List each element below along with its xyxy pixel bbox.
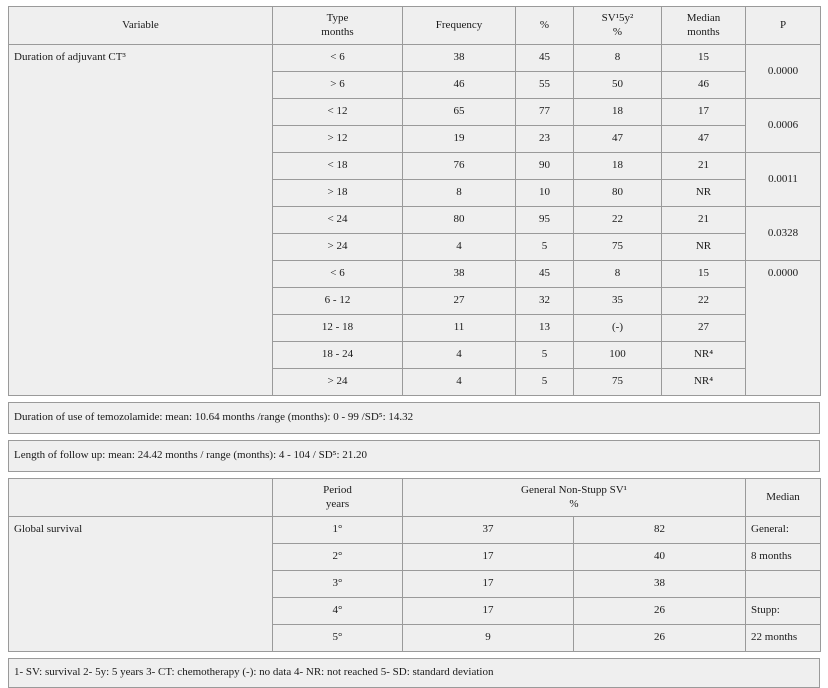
- section-label-global-survival: Global survival: [9, 517, 273, 652]
- header-sv5y-line2: %: [612, 25, 623, 38]
- table-row: [9, 517, 821, 544]
- cell-frequency: 4: [403, 234, 516, 261]
- footnote-text: 1- SV: survival 2- 5y: 5 years 3- CT: chemotherapy (-): no data 4- NR: not reached 5- SD: standard deviation: [9, 659, 820, 688]
- cell-median: NR⁴: [662, 342, 746, 369]
- note-row-temozolamide: [9, 403, 820, 434]
- cell-type: > 12: [273, 126, 403, 153]
- cell-type: < 6: [273, 45, 403, 72]
- cell-sv5y: 75: [574, 234, 662, 261]
- header-variable: Variable: [9, 7, 273, 45]
- cell-median: 21: [662, 207, 746, 234]
- cell-type: 18 - 24: [273, 342, 403, 369]
- cell-sv5y: 100: [574, 342, 662, 369]
- cell-stupp-sv: 26: [574, 625, 746, 652]
- cell-frequency: 80: [403, 207, 516, 234]
- cell-type: 6 - 12: [273, 288, 403, 315]
- header-median: [662, 7, 746, 45]
- cell-sv5y: (-): [574, 315, 662, 342]
- cell-median: 15: [662, 261, 746, 288]
- footnote-row: [9, 659, 820, 688]
- main-results-table: [8, 6, 821, 396]
- header-percent: %: [516, 7, 574, 45]
- survival-header-general: [403, 479, 746, 517]
- header-type-line2: months: [321, 25, 354, 38]
- cell-sv5y: 8: [574, 261, 662, 288]
- cell-median: NR⁴: [662, 369, 746, 396]
- cell-period: 5°: [273, 625, 403, 652]
- cell-percent: 23: [516, 126, 574, 153]
- cell-p: 0.0000: [746, 261, 821, 396]
- cell-median: NR: [662, 180, 746, 207]
- survival-header-period-line1: Period: [323, 483, 352, 496]
- cell-period: 2°: [273, 544, 403, 571]
- cell-general-sv: 17: [403, 571, 574, 598]
- table-row: [9, 45, 821, 72]
- cell-sv5y: 18: [574, 99, 662, 126]
- cell-stupp-sv: 82: [574, 517, 746, 544]
- header-type: [273, 7, 403, 45]
- cell-frequency: 4: [403, 369, 516, 396]
- cell-sv5y: 50: [574, 72, 662, 99]
- cell-period: 1°: [273, 517, 403, 544]
- cell-frequency: 46: [403, 72, 516, 99]
- cell-general-sv: 17: [403, 598, 574, 625]
- header-median-line2: months: [687, 25, 720, 38]
- cell-type: > 24: [273, 369, 403, 396]
- notes-table-2: [8, 440, 820, 472]
- cell-sv5y: 22: [574, 207, 662, 234]
- cell-percent: 55: [516, 72, 574, 99]
- cell-type: > 18: [273, 180, 403, 207]
- cell-stupp-sv: 26: [574, 598, 746, 625]
- cell-percent: 45: [516, 45, 574, 72]
- cell-period: 4°: [273, 598, 403, 625]
- cell-p: 0.0328: [746, 207, 821, 261]
- cell-frequency: 11: [403, 315, 516, 342]
- table-header-row: [9, 7, 821, 45]
- footnote-table: [8, 658, 820, 688]
- cell-median: 46: [662, 72, 746, 99]
- cell-median: 21: [662, 153, 746, 180]
- cell-type: < 12: [273, 99, 403, 126]
- cell-stupp-sv: 40: [574, 544, 746, 571]
- cell-median-note: 8 months: [746, 544, 821, 571]
- cell-percent: 45: [516, 261, 574, 288]
- cell-sv5y: 18: [574, 153, 662, 180]
- survival-header-period-line2: years: [325, 497, 350, 510]
- survival-header-general-line2: %: [569, 497, 579, 510]
- header-type-line1: Type: [326, 11, 349, 24]
- cell-frequency: 19: [403, 126, 516, 153]
- cell-median-note: 22 months: [746, 625, 821, 652]
- cell-frequency: 76: [403, 153, 516, 180]
- cell-median-note: [746, 571, 821, 598]
- cell-period: 3°: [273, 571, 403, 598]
- cell-general-sv: 37: [403, 517, 574, 544]
- cell-percent: 5: [516, 369, 574, 396]
- cell-general-sv: 9: [403, 625, 574, 652]
- cell-percent: 5: [516, 234, 574, 261]
- cell-sv5y: 80: [574, 180, 662, 207]
- cell-median: 17: [662, 99, 746, 126]
- cell-sv5y: 47: [574, 126, 662, 153]
- header-sv5y-line1: SV¹5y²: [601, 11, 634, 24]
- header-frequency: Frequency: [403, 7, 516, 45]
- survival-header-general-line1: General Non-Stupp SV¹: [521, 483, 627, 496]
- survival-header-blank: [9, 479, 273, 517]
- cell-general-sv: 17: [403, 544, 574, 571]
- cell-median: 22: [662, 288, 746, 315]
- cell-median: NR: [662, 234, 746, 261]
- survival-header-median: Median: [746, 479, 821, 517]
- cell-percent: 13: [516, 315, 574, 342]
- note-temozolamide: Duration of use of temozolamide: mean: 10.64 months /range (months): 0 - 99 /SD⁵: 14.32: [9, 403, 820, 434]
- cell-median: 47: [662, 126, 746, 153]
- cell-percent: 32: [516, 288, 574, 315]
- cell-median-note: Stupp:: [746, 598, 821, 625]
- cell-frequency: 65: [403, 99, 516, 126]
- cell-frequency: 4: [403, 342, 516, 369]
- cell-type: < 6: [273, 261, 403, 288]
- cell-p: 0.0006: [746, 99, 821, 153]
- cell-median-note: General:: [746, 517, 821, 544]
- cell-frequency: 27: [403, 288, 516, 315]
- header-sv5y: [574, 7, 662, 45]
- global-survival-table: [8, 478, 821, 652]
- cell-percent: 10: [516, 180, 574, 207]
- cell-p: 0.0000: [746, 45, 821, 99]
- cell-stupp-sv: 38: [574, 571, 746, 598]
- cell-sv5y: 35: [574, 288, 662, 315]
- cell-sv5y: 75: [574, 369, 662, 396]
- cell-percent: 5: [516, 342, 574, 369]
- cell-frequency: 38: [403, 45, 516, 72]
- cell-percent: 77: [516, 99, 574, 126]
- cell-type: > 24: [273, 234, 403, 261]
- cell-type: < 24: [273, 207, 403, 234]
- cell-type: 12 - 18: [273, 315, 403, 342]
- cell-median: 15: [662, 45, 746, 72]
- survival-header-row: [9, 479, 821, 517]
- section-label-duration-adjuvant-ct: Duration of adjuvant CT³: [9, 45, 273, 396]
- cell-type: < 18: [273, 153, 403, 180]
- header-median-line1: Median: [686, 11, 721, 24]
- survival-header-period: [273, 479, 403, 517]
- cell-frequency: 38: [403, 261, 516, 288]
- header-p: P: [746, 7, 821, 45]
- note-followup: Length of follow up: mean: 24.42 months / range (months): 4 - 104 / SD⁵: 21.20: [9, 441, 820, 472]
- note-row-followup: [9, 441, 820, 472]
- cell-median: 27: [662, 315, 746, 342]
- cell-percent: 95: [516, 207, 574, 234]
- notes-table: [8, 402, 820, 434]
- cell-type: > 6: [273, 72, 403, 99]
- cell-p: 0.0011: [746, 153, 821, 207]
- cell-frequency: 8: [403, 180, 516, 207]
- cell-percent: 90: [516, 153, 574, 180]
- cell-sv5y: 8: [574, 45, 662, 72]
